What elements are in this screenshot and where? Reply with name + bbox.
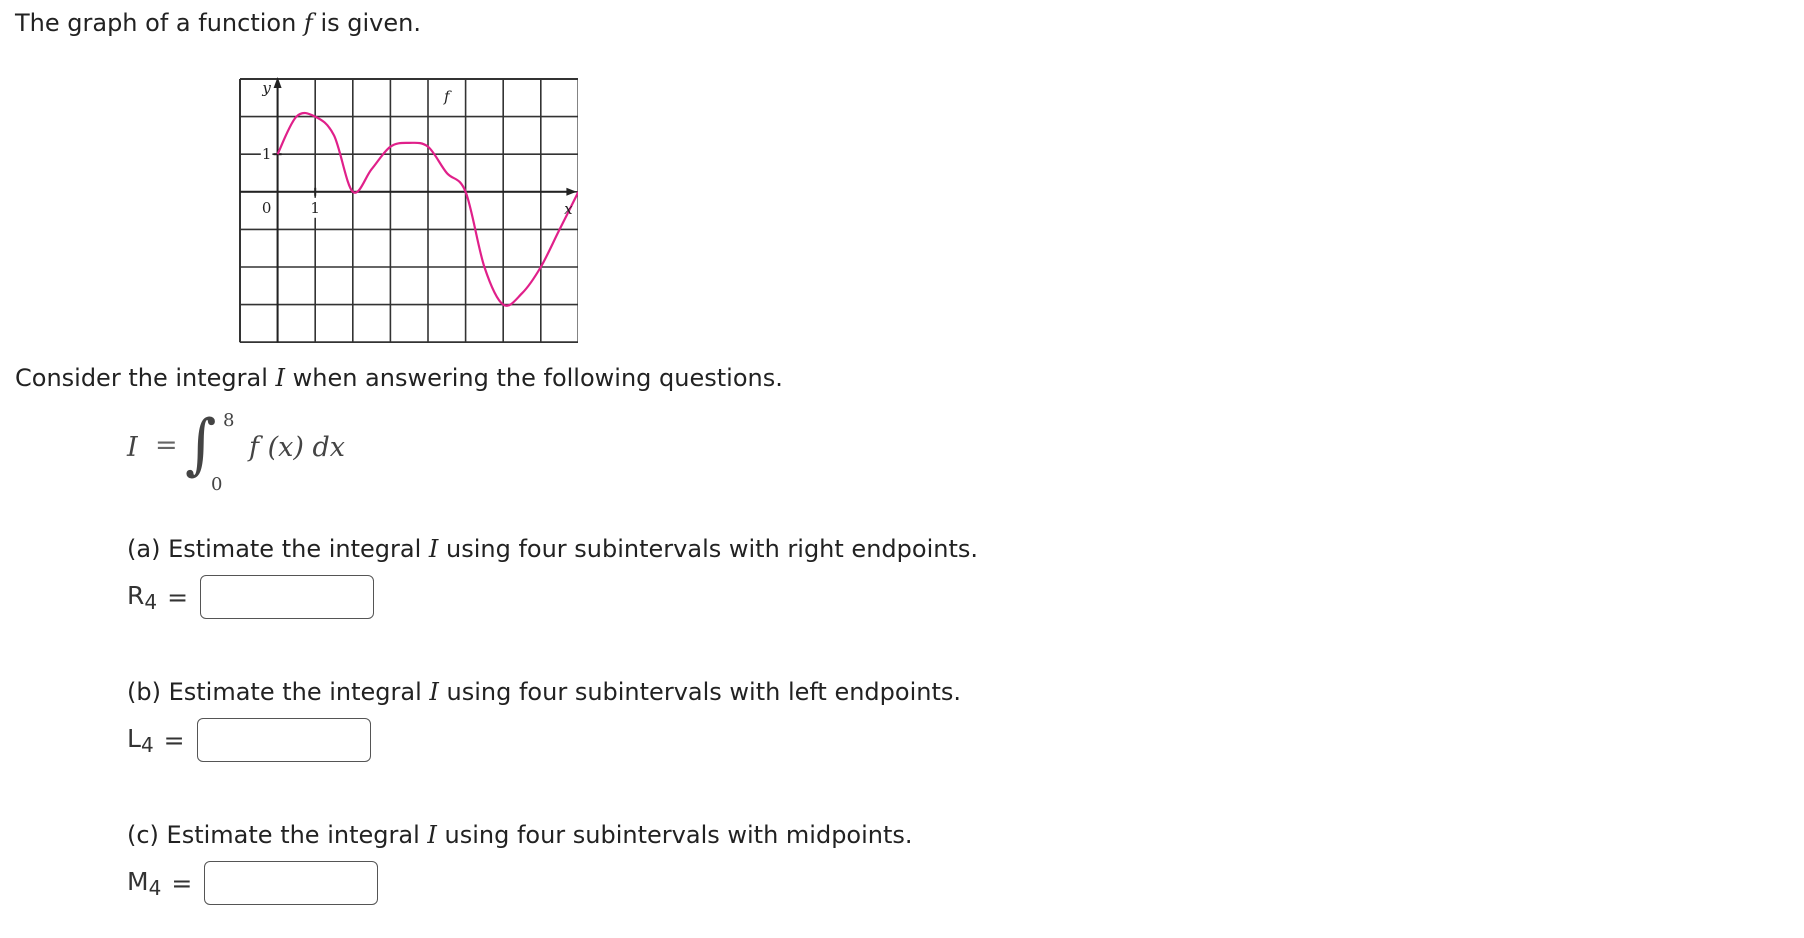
answer-label-m4-sub: 4: [148, 875, 162, 900]
answer-label-l4-letter: L: [127, 723, 141, 753]
integral-upper-limit: 8: [223, 410, 235, 431]
question-b-before: (b) Estimate the integral: [127, 678, 430, 706]
answer-label-l4: [127, 724, 154, 757]
question-a: [127, 534, 978, 564]
function-symbol: f: [303, 9, 313, 37]
intro-text: [15, 8, 421, 38]
y-tick-label-1: 1: [261, 145, 272, 164]
answer-equals-m4: =: [171, 868, 193, 898]
answer-label-m4: [127, 867, 161, 900]
answer-row-r4: [127, 572, 374, 622]
answer-label-l4-sub: 4: [140, 732, 154, 757]
answer-row-m4: [127, 858, 378, 908]
answer-label-r4-letter: R: [127, 580, 145, 610]
answer-label-m4-letter: M: [127, 866, 149, 896]
intro-before: The graph of a function: [15, 9, 304, 37]
answer-equals-r4: =: [167, 582, 189, 612]
integral-lower-limit: 0: [211, 474, 223, 495]
answer-equals-l4: =: [163, 725, 185, 755]
consider-text: [15, 363, 783, 393]
question-c: [127, 820, 913, 850]
integral-sign-icon: ∫: [185, 406, 217, 483]
consider-after: when answering the following questions.: [284, 364, 783, 392]
l4-answer-input[interactable]: [197, 718, 371, 762]
question-a-symbol: I: [428, 535, 439, 563]
question-b-symbol: I: [429, 678, 439, 706]
question-a-before: (a) Estimate the integral: [127, 535, 429, 563]
answer-label-r4: [127, 581, 157, 614]
answer-row-l4: [127, 715, 371, 765]
question-a-after: using four subintervals with right endpoints.: [438, 535, 978, 563]
question-b: [127, 677, 961, 707]
y-axis-label: y: [262, 79, 271, 97]
x-tick-label-1: 1: [310, 198, 320, 217]
integrand: f (x) dx: [249, 432, 345, 463]
function-graph: [238, 77, 578, 343]
integral-formula: [127, 406, 427, 500]
r4-answer-input[interactable]: [200, 575, 374, 619]
graph-labels: [261, 79, 573, 218]
x-axis-arrow-icon: [566, 188, 576, 196]
integral-symbol-i: I: [275, 364, 285, 392]
question-c-after: using four subintervals with midpoints.: [436, 821, 913, 849]
answer-label-r4-sub: 4: [144, 589, 158, 614]
consider-before: Consider the integral: [15, 364, 276, 392]
curve-label-f: f: [444, 87, 450, 106]
intro-after: is given.: [312, 9, 421, 37]
formula-lhs: I: [127, 432, 138, 463]
question-c-before: (c) Estimate the integral: [127, 821, 428, 849]
m4-answer-input[interactable]: [204, 861, 378, 905]
formula-equals: =: [155, 430, 178, 461]
x-axis-label: x: [564, 199, 573, 218]
graph-grid: [240, 79, 578, 342]
origin-label: 0: [261, 198, 272, 217]
question-c-symbol: I: [427, 821, 437, 849]
question-b-after: using four subintervals with left endpoints.: [438, 678, 961, 706]
